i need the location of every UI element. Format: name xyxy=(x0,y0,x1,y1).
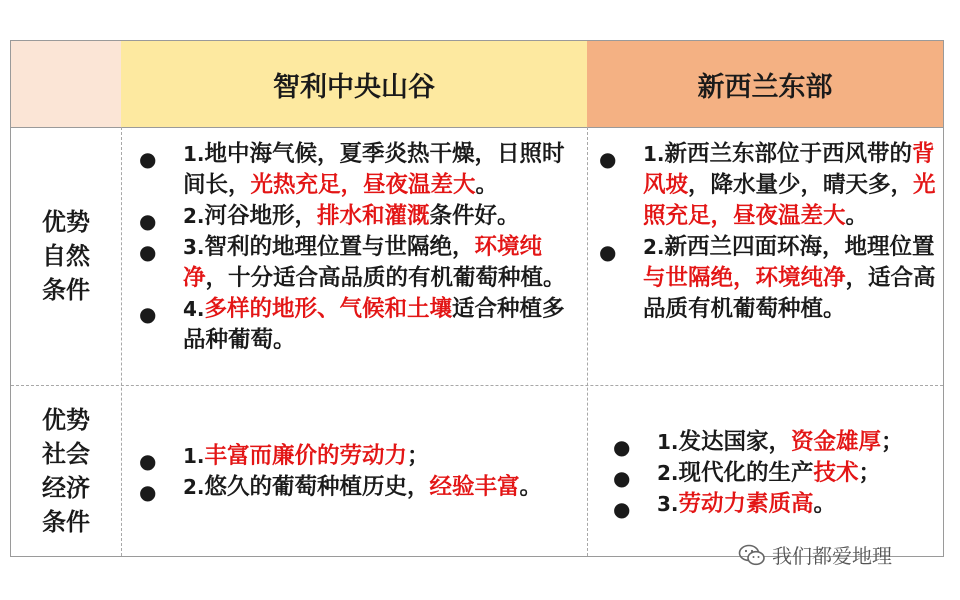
bullet-icon: ● xyxy=(139,147,157,171)
row-divider-middle xyxy=(11,385,943,386)
item-text: 河谷地形， xyxy=(204,203,318,229)
header-nz xyxy=(587,41,943,127)
item-text: ，降水量少，晴天多， xyxy=(688,172,914,198)
item-text: ，适合高品质有机葡萄种植。 xyxy=(643,265,936,322)
header-chile xyxy=(121,41,587,127)
item-text: 发达国家， xyxy=(678,429,792,455)
item-text: ，十分适合高品质的有机葡萄种植。 xyxy=(205,265,566,291)
highlight-text: 多样的地形、气候和土壤 xyxy=(204,296,453,322)
row-label-line: 条件 xyxy=(42,507,90,536)
list-natural-nz xyxy=(597,139,939,325)
item-text: 1. xyxy=(657,430,679,454)
list-item xyxy=(611,489,941,520)
list-item xyxy=(137,472,577,503)
highlight-text: 背风坡 xyxy=(643,141,935,198)
item-text: 。 xyxy=(813,491,837,517)
item-text: 条件好。 xyxy=(429,203,520,229)
col-divider-1 xyxy=(121,127,122,556)
wechat-icon xyxy=(738,543,766,567)
row-label-natural xyxy=(11,127,121,385)
item-text: 现代化的生产 xyxy=(678,460,814,486)
header-nz-label: 新西兰东部 xyxy=(697,71,833,103)
highlight-text: 光照充足，昼夜温差大 xyxy=(643,172,936,229)
item-text: 。 xyxy=(519,474,543,500)
list-social-nz xyxy=(611,427,941,520)
item-text: 2. xyxy=(183,204,205,228)
item-text: ； xyxy=(881,429,904,455)
bullet-icon: ● xyxy=(613,497,631,521)
item-text: ； xyxy=(407,443,430,469)
cell-social-chile xyxy=(137,441,577,503)
item-text: 。 xyxy=(845,203,869,229)
item-text: 智利的地理位置与世隔绝， xyxy=(204,234,475,260)
list-item xyxy=(137,139,577,201)
list-item xyxy=(597,139,939,232)
item-text: 悠久的葡萄种植历史， xyxy=(204,474,430,500)
comparison-table xyxy=(10,40,944,557)
header-corner xyxy=(11,41,121,127)
row-label-social xyxy=(11,385,121,556)
row-label-line: 社会 xyxy=(42,439,90,468)
list-item xyxy=(597,232,939,325)
header-chile-label: 智利中央山谷 xyxy=(273,71,435,103)
cell-natural-chile xyxy=(137,139,577,356)
list-item xyxy=(137,201,577,232)
row-label-line: 条件 xyxy=(42,276,90,304)
watermark xyxy=(738,540,892,569)
highlight-text: 劳动力素质高 xyxy=(678,491,814,517)
bullet-icon: ● xyxy=(599,147,617,171)
bullet-icon: ● xyxy=(613,435,631,459)
highlight-text: 光热充足，昼夜温差大 xyxy=(250,172,476,198)
item-text: 2. xyxy=(183,475,205,499)
highlight-text: 丰富而廉价的劳动力 xyxy=(204,443,408,469)
list-item xyxy=(137,232,577,294)
highlight-text: 技术 xyxy=(813,460,859,486)
item-text: 1. xyxy=(643,142,665,166)
item-text: 地中海气候，夏季炎热干燥，日照时间长， xyxy=(183,141,565,198)
item-text: 4. xyxy=(183,297,205,321)
row-label-line: 经济 xyxy=(42,473,90,502)
list-item xyxy=(611,427,941,458)
item-text: 1. xyxy=(183,142,205,166)
cell-natural-nz xyxy=(597,139,939,325)
item-text: 1. xyxy=(183,444,205,468)
row-divider-header xyxy=(11,127,943,128)
row-label-natural-text xyxy=(42,205,90,307)
col-divider-2 xyxy=(587,127,588,556)
item-text: 2. xyxy=(643,235,665,259)
highlight-text: 与世隔绝，环境纯净 xyxy=(643,265,846,291)
bullet-icon: ● xyxy=(139,209,157,233)
bullet-icon: ● xyxy=(139,449,157,473)
list-natural-chile xyxy=(137,139,577,356)
item-text: 适合种植多品种葡萄。 xyxy=(183,296,565,353)
item-text: 3. xyxy=(657,492,679,516)
highlight-text: 环境纯净 xyxy=(183,234,543,291)
highlight-text: 排水和灌溉 xyxy=(317,203,430,229)
row-label-line: 优势 xyxy=(42,208,90,236)
watermark-text: 我们都爱地理 xyxy=(772,544,892,568)
item-text: 新西兰东部位于西风带的 xyxy=(664,141,913,167)
cell-social-nz xyxy=(611,427,941,520)
row-label-social-text xyxy=(42,403,90,539)
list-social-chile xyxy=(137,441,577,503)
item-text: 新西兰四面环海，地理位置 xyxy=(664,234,935,260)
bullet-icon: ● xyxy=(599,240,617,264)
highlight-text: 资金雄厚 xyxy=(791,429,882,455)
item-text: 。 xyxy=(475,172,499,198)
item-text: 3. xyxy=(183,235,205,259)
bullet-icon: ● xyxy=(613,466,631,490)
list-item xyxy=(137,294,577,356)
item-text: ； xyxy=(858,460,882,486)
bullet-icon: ● xyxy=(139,240,157,264)
list-item xyxy=(137,441,577,472)
highlight-text: 经验丰富 xyxy=(429,474,520,500)
bullet-icon: ● xyxy=(139,480,157,504)
bullet-icon: ● xyxy=(139,302,157,326)
list-item xyxy=(611,458,941,489)
row-label-line: 自然 xyxy=(42,242,90,270)
item-text: 2. xyxy=(657,461,679,485)
row-label-line: 优势 xyxy=(42,405,90,434)
